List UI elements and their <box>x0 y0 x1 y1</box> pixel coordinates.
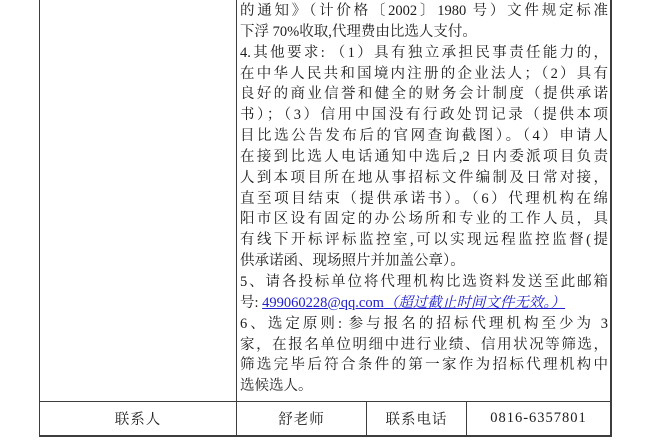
email-line-prefix: 号: <box>240 294 263 311</box>
text-line: 的通知》（计价格〔2002〕1980 号）文件规定标准 <box>240 3 608 19</box>
text-line: 书）；（3）信用中国没有行政处罚记录（提供本项 <box>240 107 608 124</box>
text-line: 良好的商业信誉和健全的财务会计制度（提供承诺 <box>240 86 608 103</box>
notice-table <box>39 0 612 437</box>
requirements-row <box>40 0 610 402</box>
text-line: 有线下开标评标监控室,可以实现远程监控监督(提 <box>240 232 608 249</box>
text-line: 选候选人。 <box>240 378 313 395</box>
phone-label: 联系电话 <box>367 402 467 435</box>
requirements-text-cell <box>237 0 610 401</box>
text-line: 直至项目结束（提供承诺书）。（6）代理机构在绵 <box>240 190 608 207</box>
contact-row <box>40 402 610 435</box>
text-line: 家，在报名单位明细中进行业绩、信用状况等筛选， <box>240 336 608 353</box>
contact-name: 舒老师 <box>237 402 367 435</box>
phone-number: 0816-6357801 <box>490 410 587 426</box>
text-line: 人到本项目所在地从事招标文件编制及日常对接， <box>240 169 608 186</box>
text-line: 6、选定原则: 参与报名的招标代理机构至少为 3 <box>240 315 608 332</box>
text-line: 供承诺函、现场照片并加盖公章）。 <box>240 253 465 270</box>
text-line: 在中华人民共和国境内注册的企业法人；（2）具有 <box>240 65 608 82</box>
email-link[interactable]: 499060228@qq.com <box>262 294 384 311</box>
text-line: 5、请各投标单位将代理机构比选资料发送至此邮箱 <box>240 273 608 290</box>
text-line: 阳市区设有固定的办公场所和专业的工作人员，具 <box>240 211 608 228</box>
email-line <box>240 293 608 314</box>
text-line: 下浮 70%收取,代理费由比选人支付。 <box>240 23 477 40</box>
text-line: 4.其他要求: （1）具有独立承担民事责任能力的， <box>240 44 608 61</box>
row-label-cell-empty <box>40 0 237 401</box>
text-line: 目比选公告发布后的官网查询截图）。（4）申请人 <box>240 128 608 145</box>
contact-label: 联系人 <box>40 402 237 435</box>
email-deadline-note: （超过截止时间文件无效。） <box>383 294 566 311</box>
text-line: 筛选完毕后符合条件的第一家作为招标代理机构中 <box>240 357 608 374</box>
text-line: 在接到比选人电话通知中选后,2 日内委派项目负责 <box>240 148 608 165</box>
